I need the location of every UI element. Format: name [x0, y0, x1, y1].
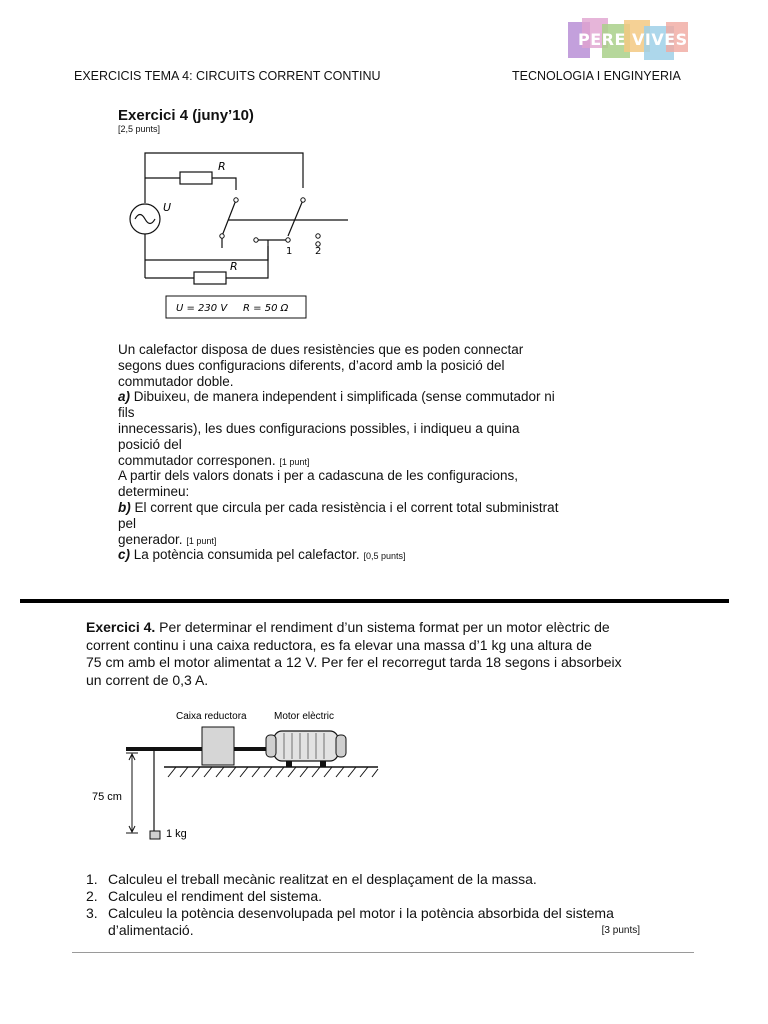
- item-text: Calculeu el treball mecànic realitzat en el desplaçament de la massa.: [108, 871, 537, 887]
- points-a: [1 punt]: [279, 456, 310, 467]
- motor-diagram: [88, 703, 388, 843]
- text-line: innecessaris), les dues configuracions possibles, i indiqueu a quina: [118, 420, 520, 436]
- question-b-text: El corrent que circula per cada resistència i el corrent total subministrat: [130, 499, 559, 515]
- text-line: commutador doble.: [118, 373, 234, 389]
- question-c-line: [118, 547, 608, 563]
- circuit-source-label: U: [163, 201, 172, 214]
- text-line: Un calefactor disposa de dues resistències que es poden connectar: [118, 342, 524, 357]
- list-item: [86, 888, 646, 905]
- height-label: 75 cm: [92, 791, 122, 803]
- circuit-pos2: 2: [315, 246, 322, 257]
- exercise1-title: Exercici 4 (juny’10): [118, 107, 254, 124]
- text-line: 75 cm amb el motor alimentat a 12 V. Per fer el recorregut tarda 18 segons i absorbeix: [86, 654, 622, 670]
- header-right: TECNOLOGIA I ENGINYERIA: [512, 69, 681, 83]
- item-number: 1.: [86, 871, 98, 887]
- text-line: un corrent de 0,3 A.: [86, 671, 209, 688]
- footer-rule: [72, 952, 694, 953]
- points-c: [0,5 punts]: [363, 551, 406, 562]
- question-b-letter: b): [118, 499, 131, 515]
- motor-label: Motor elèctric: [274, 711, 335, 722]
- exercise1-statement: [118, 342, 608, 563]
- list-item: [86, 905, 646, 922]
- text-line: [86, 619, 642, 637]
- question-c-letter: c): [118, 547, 131, 563]
- circuit-pos1: 1: [286, 246, 293, 257]
- question-a-line: [118, 389, 608, 405]
- mass-label: 1 kg: [166, 828, 187, 840]
- question-a-end-line: [118, 453, 608, 469]
- question-a-text: Dibuixeu, de manera independent i simplificada (sense commutador ni: [130, 389, 555, 405]
- list-item: [86, 922, 646, 939]
- question-b-end-line: [118, 532, 608, 548]
- text-line: determineu:: [118, 484, 190, 500]
- circuit-values: U = 230 V R = 50 Ω: [176, 303, 289, 314]
- text-line: segons dues configuracions diferents, d’acord amb la posició del: [118, 357, 505, 373]
- question-c-text: La potència consumida pel calefactor.: [130, 547, 360, 563]
- text-line: A partir dels valors donats i per a cadascuna de les configuracions,: [118, 468, 518, 484]
- exercise2-label: Exercici 4.: [86, 619, 156, 635]
- points-b: [1 punt]: [186, 535, 217, 546]
- list-item: [86, 871, 646, 888]
- section-divider: [20, 599, 729, 603]
- gearbox-label: Caixa reductora: [176, 711, 247, 722]
- item-number: 2.: [86, 888, 98, 904]
- circuit-r-bottom: R: [230, 260, 238, 273]
- item-number: 3.: [86, 905, 98, 921]
- text-line: generador.: [118, 531, 183, 547]
- logo-text: PERE VIVES: [578, 30, 688, 49]
- header-left: EXERCICIS TEMA 4: CIRCUITS CORRENT CONTINU: [74, 69, 381, 83]
- item-text: Calculeu el rendiment del sistema.: [108, 888, 322, 904]
- exercise2-points: [3 punts]: [601, 925, 640, 936]
- text-line: Per determinar el rendiment d’un sistema format per un motor elèctric de: [159, 619, 610, 635]
- exercise2-statement: [86, 619, 642, 689]
- text-line: commutador corresponen.: [118, 452, 276, 468]
- question-b-line: [118, 500, 608, 516]
- task-list: [86, 871, 646, 939]
- circuit-diagram: [118, 148, 358, 323]
- text-line: posició del: [118, 436, 182, 452]
- text-line: fils: [118, 405, 135, 421]
- question-a-letter: a): [118, 389, 131, 405]
- text-line: pel: [118, 515, 137, 531]
- text-line: corrent continu i una caixa reductora, es fa elevar una massa d’1 kg una altura de: [86, 636, 592, 653]
- circuit-r-top: R: [218, 160, 226, 173]
- item-text: d’alimentació.: [108, 922, 194, 938]
- pere-vives-logo: [568, 18, 690, 62]
- item-text: Calculeu la potència desenvolupada pel motor i la potència absorbida del sistema: [108, 905, 614, 921]
- exercise1-points: [2,5 punts]: [118, 124, 161, 134]
